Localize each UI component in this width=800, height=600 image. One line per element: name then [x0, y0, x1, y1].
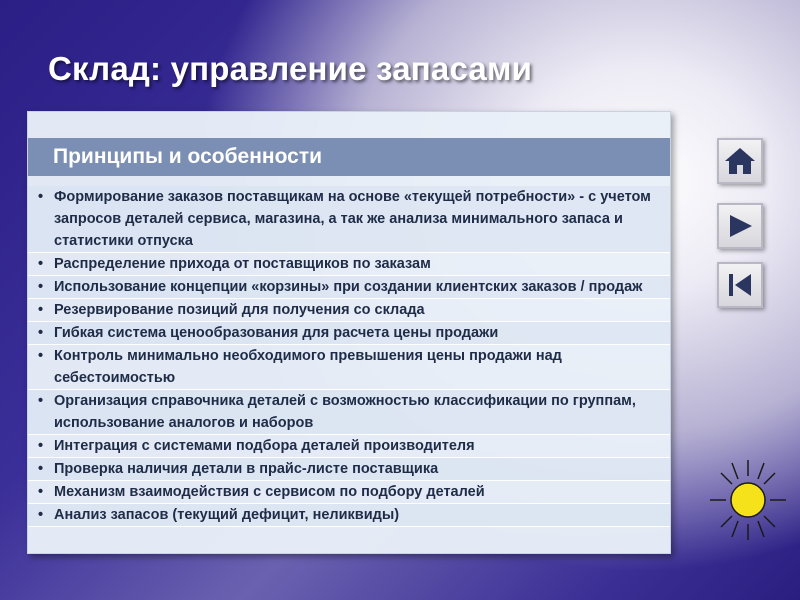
bullet-item: [28, 504, 670, 527]
section-header: [28, 138, 670, 176]
bullet-marker: •: [38, 348, 44, 364]
bullet-item: [28, 322, 670, 345]
panel-top-strip: [28, 112, 670, 138]
bullet-item: [28, 458, 670, 481]
next-slide-button[interactable]: [717, 203, 763, 249]
bullet-marker: •: [38, 279, 44, 295]
slide-title: Склад: управление запасами: [48, 50, 533, 87]
bullet-text: Использование концепции «корзины» при создании клиентских заказов / продаж: [54, 279, 643, 295]
bullet-text: Организация справочника деталей с возможностью классификации по группам, использование аналогов и наборов: [54, 393, 636, 431]
bullet-text: Распределение прихода от поставщиков по заказам: [54, 256, 431, 272]
bullet-text: Резервирование позиций для получения со склада: [54, 302, 425, 318]
bullet-text: Проверка наличия детали в прайс-листе поставщика: [54, 461, 439, 477]
bullet-marker: •: [38, 507, 44, 523]
bullet-item: [28, 186, 670, 253]
bullet-item: [28, 345, 670, 390]
bullet-marker: •: [38, 256, 44, 272]
play-next-icon: [726, 213, 754, 239]
bullet-item: [28, 390, 670, 435]
bullet-item: [28, 481, 670, 504]
bullet-text: Формирование заказов поставщикам на основе «текущей потребности» - с учетом запросов деталей сервиса, магазина, а так же анализа минимального запаса и статистики отпуска: [54, 189, 651, 249]
bullet-marker: •: [38, 484, 44, 500]
bullet-marker: •: [38, 461, 44, 477]
bullet-item: [28, 435, 670, 458]
skip-to-start-icon: [725, 271, 755, 299]
bullet-text: Механизм взаимодействия с сервисом по подбору деталей: [54, 484, 485, 500]
bullet-marker: •: [38, 438, 44, 454]
home-icon: [723, 146, 757, 176]
bullet-marker: •: [38, 325, 44, 341]
bullet-item: [28, 253, 670, 276]
bullet-marker: •: [38, 393, 44, 409]
bullet-item: [28, 276, 670, 299]
bullet-text: Гибкая система ценообразования для расчета цены продажи: [54, 325, 499, 341]
bullet-marker: •: [38, 302, 44, 318]
bullet-marker: •: [38, 189, 44, 205]
bullet-text: Интеграция с системами подбора деталей производителя: [54, 438, 475, 454]
bullet-list: [28, 176, 670, 527]
bullet-item: [28, 299, 670, 322]
section-header-label: Принципы и особенности: [53, 145, 323, 168]
first-slide-button[interactable]: [717, 262, 763, 308]
home-button[interactable]: [717, 138, 763, 184]
bullet-text: Контроль минимально необходимого превышения цены продажи над себестоимостью: [54, 348, 562, 386]
bullet-text: Анализ запасов (текущий дефицит, неликвиды): [54, 507, 400, 523]
content-panel: [27, 111, 671, 554]
sun-icon: [708, 458, 788, 542]
